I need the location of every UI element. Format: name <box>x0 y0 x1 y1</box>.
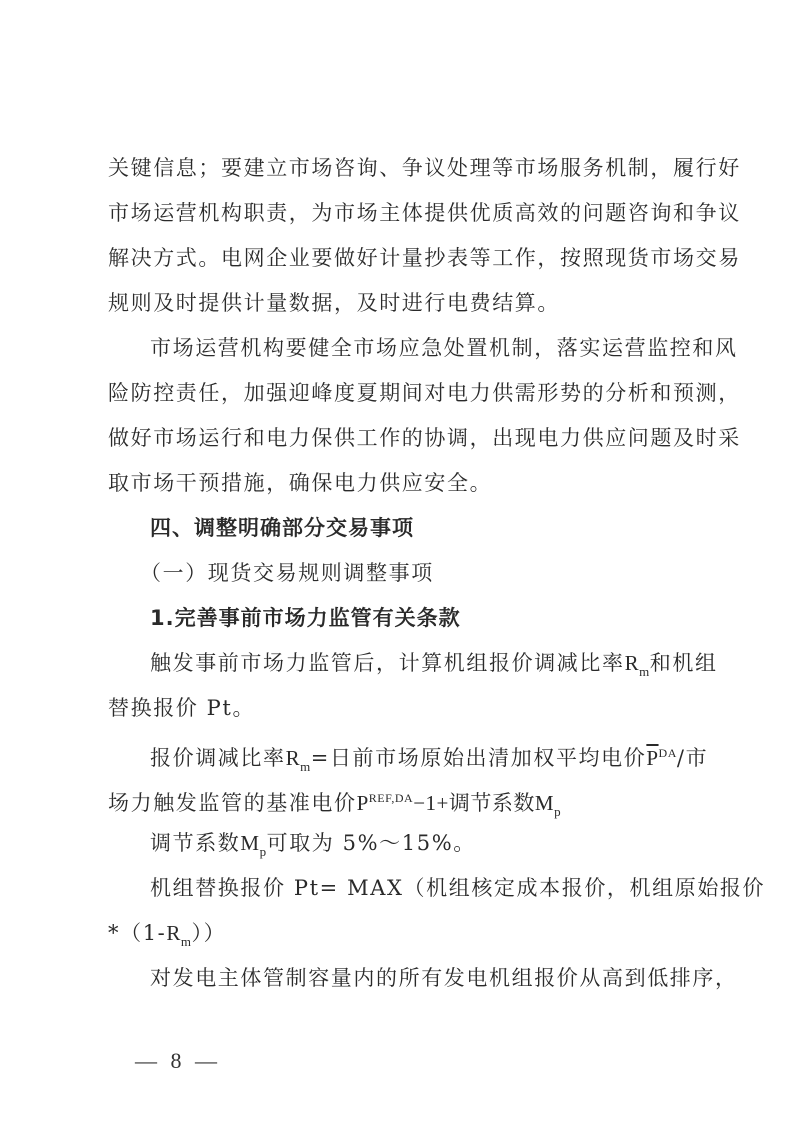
rm-subscript: m <box>639 664 650 679</box>
mp-prefix: 调节系数 <box>150 831 241 855</box>
paragraph-1-line-2: 市场运营机构职责，为市场主体提供优质高效的问题咨询和争议 <box>108 201 741 225</box>
item-heading: 1.完善事前市场力监管有关条款 <box>150 606 461 630</box>
paragraph-2-line-1: 市场运营机构要健全市场应急处置机制，落实运营监控和风 <box>150 336 738 360</box>
paragraph-1-line-3: 解决方式。电网企业要做好计量抄表等工作，按照现货市场交易 <box>108 246 741 270</box>
mp-line <box>150 829 750 866</box>
paragraph-1-line-4: 规则及时提供计量数据，及时进行电费结算。 <box>108 291 560 315</box>
rm-subscript: m <box>180 934 192 949</box>
pda-variable: $\overline{P}$ <box>646 746 659 770</box>
formula-line-1 <box>150 739 750 781</box>
paragraph-2-line-2: 险防控责任，加强迎峰度夏期间对电力供需形势的分析和预测， <box>108 381 741 405</box>
page-number: — 8 — <box>135 1048 221 1073</box>
formula-mid: =日前市场原始出清加权平均电价 <box>310 746 647 770</box>
rm-variable: R <box>166 921 181 945</box>
formula-prefix: 报价调减比率 <box>150 746 286 770</box>
mp-variable: M <box>534 791 555 815</box>
pt-formula-line-2 <box>108 919 708 956</box>
p3-text: 触发事前市场力监管后，计算机组报价调减比率 <box>150 651 625 675</box>
subsection-heading: （一）现货交易规则调整事项 <box>140 561 434 585</box>
pt-formula-line-1: 机组替换报价 Pt= MAX（机组核定成本报价，机组原始报价 <box>150 876 766 900</box>
paragraph-4-line-1: 对发电主体管制容量内的所有发电机组报价从高到低排序， <box>150 966 738 990</box>
formula-tail: /市 <box>676 746 709 770</box>
mp-tail: 可取为 5%～15%。 <box>266 831 476 855</box>
formula-line2-prefix: 场力触发监管的基准电价 <box>108 791 357 815</box>
pref-superscript: REF,DA <box>368 791 414 805</box>
mp-subscript: p <box>554 804 562 819</box>
p3-tail: 和机组 <box>649 651 718 675</box>
pref-variable: P <box>356 791 369 815</box>
paragraph-3-line-1 <box>150 649 750 686</box>
section-heading: 四、调整明确部分交易事项 <box>150 516 414 540</box>
pt-tail: ）） <box>191 921 227 945</box>
paragraph-3-line-2: 替换报价 Pt。 <box>108 696 256 720</box>
paragraph-2-line-4: 取市场干预措施，确保电力供应安全。 <box>108 471 493 495</box>
mp-subscript: p <box>259 844 267 859</box>
rm-subscript: m <box>300 759 311 774</box>
paragraph-1-line-1: 关键信息；要建立市场咨询、争议处理等市场服务机制，履行好 <box>108 156 741 180</box>
formula-line2-mid: −1+调节系数 <box>413 791 535 815</box>
pt-prefix: *（1- <box>108 921 167 945</box>
rm-variable: R <box>624 651 640 675</box>
mp-variable: M <box>240 831 260 855</box>
paragraph-2-line-3: 做好市场运行和电力保供工作的协调，出现电力供应问题及时采 <box>108 426 741 450</box>
pda-superscript: DA <box>658 746 677 760</box>
formula-line-2 <box>108 784 708 826</box>
rm-variable: R <box>285 746 301 770</box>
